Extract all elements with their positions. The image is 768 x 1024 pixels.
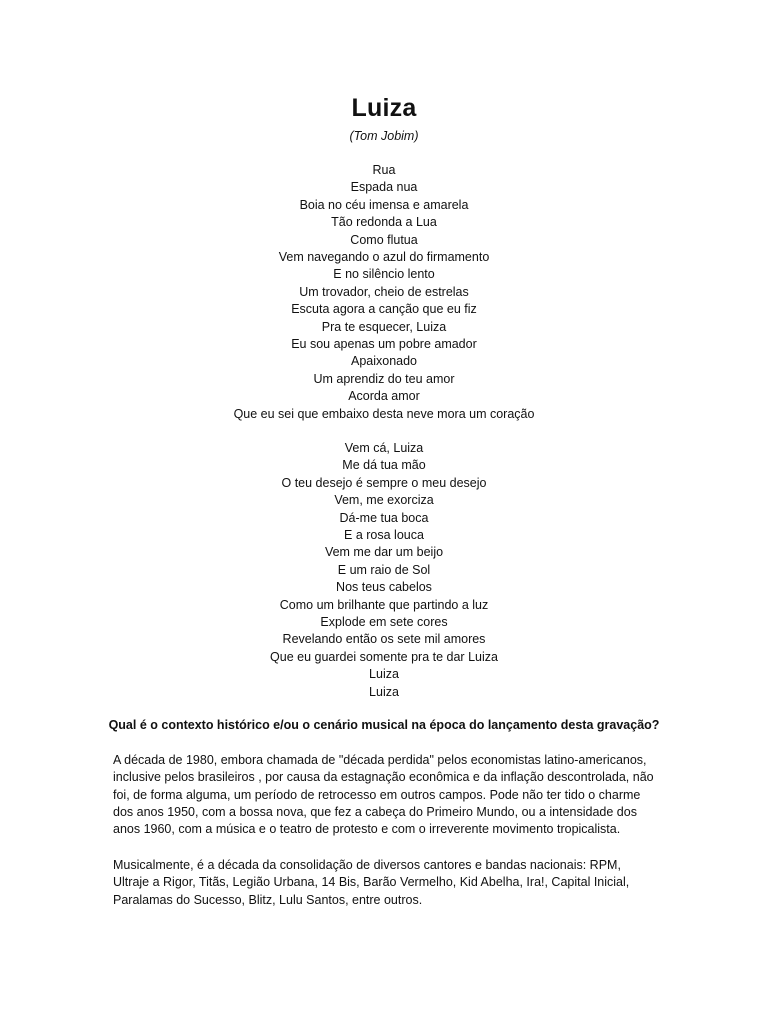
lyric-line: Explode em sete cores	[320, 615, 448, 630]
answer-paragraph-1	[113, 752, 658, 838]
lyric-line: Tão redonda a Lua	[331, 215, 437, 230]
lyric-line: Vem, me exorciza	[334, 493, 434, 508]
lyric-line: E um raio de Sol	[337, 562, 431, 577]
paragraph-line: foi, de forma alguma, um período de retrocesso em outros campos. Pode não ter tido o charme	[113, 787, 641, 802]
paragraph-line: Musicalmente, é a década da consolidação de diversos cantores e bandas nacionais: RPM,	[113, 858, 621, 872]
lyric-line: Como um brilhante que partindo a luz	[279, 597, 489, 612]
answer-paragraph-2	[113, 857, 658, 909]
lyric-line: E a rosa louca	[344, 528, 424, 543]
lyric-line: Escuta agora a canção que eu fiz	[291, 302, 477, 317]
lyric-line: Acorda amor	[348, 389, 420, 404]
lyric-line: Que eu guardei somente pra te dar Luiza	[270, 649, 498, 664]
paragraph-line: Paralamas do Sucesso, Blitz, Lulu Santos, entre outros.	[113, 892, 423, 907]
lyric-line: Eu sou apenas um pobre amador	[291, 337, 477, 352]
lyric-line: Revelando então os sete mil amores	[282, 632, 486, 647]
lyric-line: Luiza	[369, 667, 399, 682]
context-question: Qual é o contexto histórico e/ou o cenário musical na época do lançamento desta gravação?	[108, 718, 660, 732]
paragraph-line: A década de 1980, embora chamada de "década perdida" pelos economistas latino-americanos,	[113, 753, 647, 767]
paragraph-line: dos anos 1950, com a bossa nova, que fez a cabeça do Primeiro Mundo, ou a intensidade dos	[113, 804, 637, 819]
lyric-line: Nos teus cabelos	[336, 580, 432, 595]
lyric-line: Rua	[372, 163, 396, 177]
paragraph-line: inclusive pelos brasileiros , por causa da estagnação econômica e da inflação descontrolada, não	[113, 770, 654, 785]
lyric-line: E no silêncio lento	[333, 267, 435, 282]
lyric-line: Me dá tua mão	[342, 458, 426, 473]
lyric-line: Dá-me tua boca	[339, 510, 429, 525]
lyric-line: O teu desejo é sempre o meu desejo	[281, 475, 487, 490]
lyrics-stanza-1	[0, 162, 768, 423]
lyric-line: Vem me dar um beijo	[324, 545, 444, 560]
lyric-line: Um trovador, cheio de estrelas	[299, 284, 469, 299]
lyric-line: Boia no céu imensa e amarela	[299, 197, 469, 212]
paragraph-line: Ultraje a Rigor, Titãs, Legião Urbana, 14 Bis, Barão Vermelho, Kid Abelha, Ira!, Capital Inicial,	[113, 875, 630, 890]
lyric-line: Que eu sei que embaixo desta neve mora um coração	[233, 406, 535, 421]
lyric-line: Vem cá, Luiza	[344, 441, 424, 455]
song-title: Luiza	[351, 94, 417, 122]
lyric-line: Pra te esquecer, Luiza	[321, 319, 447, 334]
lyric-line: Luiza	[369, 684, 399, 699]
lyric-line: Apaixonado	[350, 354, 418, 369]
lyric-line: Vem navegando o azul do firmamento	[278, 250, 490, 265]
lyrics-stanza-2	[0, 440, 768, 701]
lyric-line: Como flutua	[350, 232, 418, 247]
song-author: (Tom Jobim)	[349, 129, 419, 143]
paragraph-line: anos 1960, com a música e o teatro de protesto e com o irreverente movimento tropicalista.	[113, 822, 621, 837]
lyric-line: Espada nua	[350, 180, 418, 195]
lyric-line: Um aprendiz do teu amor	[313, 371, 455, 386]
